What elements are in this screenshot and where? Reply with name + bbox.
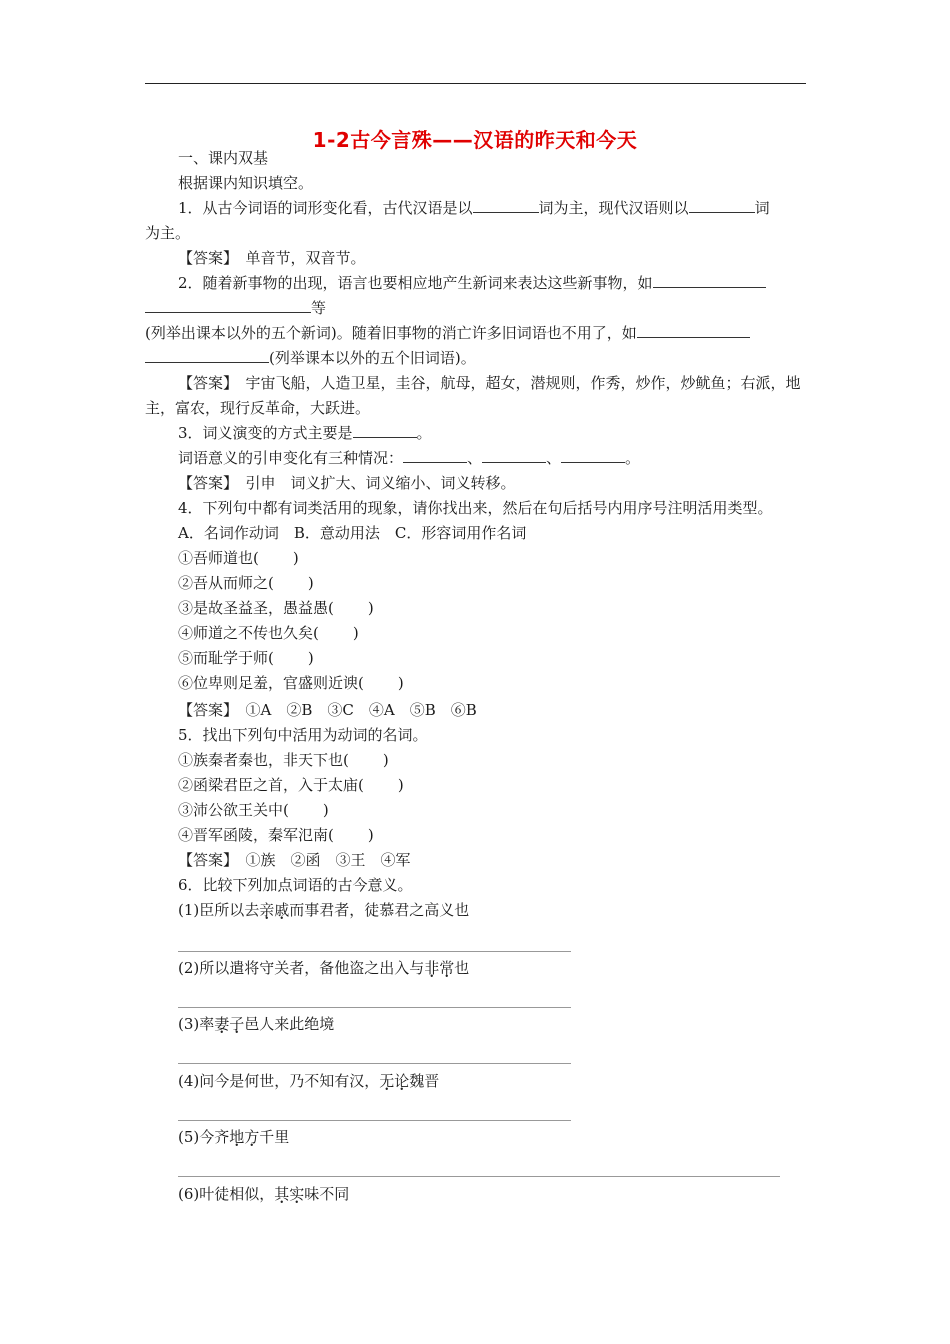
answer-4: 【答案】 ①A ②B ③C ④A ⑤B ⑥B xyxy=(178,701,477,719)
question-4-options: A．名词作动词 B．意动用法 C．形容词用作名词 xyxy=(178,524,527,542)
fill-blank[interactable] xyxy=(473,198,539,213)
dotted-char: 妻 xyxy=(214,1015,230,1033)
dotted-char: 戚 xyxy=(274,901,290,919)
question-4: 4．下列句中都有词类活用的现象，请你找出来，然后在句后括号内用序号注明活用类型。 xyxy=(178,499,773,517)
question-3: 3．词义演变的方式主要是 。 xyxy=(178,424,432,442)
dotted-char: 无 xyxy=(379,1072,395,1090)
dotted-char: 地 xyxy=(229,1128,245,1146)
dotted-char: 其 xyxy=(274,1185,290,1203)
answer-2: 【答案】 宇宙飞船，人造卫星，圭谷，航母，超女，潜规则，作秀，炒作，炒鱿鱼；右派，地 xyxy=(178,374,801,392)
dotted-char: 亲 xyxy=(259,901,275,919)
dotted-char: 非 xyxy=(424,959,440,977)
list-item: ①吾师道也( ) xyxy=(178,549,299,567)
fill-blank[interactable] xyxy=(561,448,625,463)
section-heading: 一、课内双基 xyxy=(178,149,269,167)
question-2-line3: (列举出课本以外的五个新词)。随着旧事物的消亡许多旧词语也不用了，如 xyxy=(145,323,750,343)
dotted-char: 常 xyxy=(439,959,455,977)
fill-blank[interactable] xyxy=(403,448,467,463)
dotted-char: 子 xyxy=(229,1015,245,1033)
answer-2-cont: 主，富农，现行反革命，大跃进。 xyxy=(145,399,371,417)
question-6: 6．比较下列加点词语的古今意义。 xyxy=(178,876,413,894)
list-item: ③沛公欲王关中( ) xyxy=(178,801,329,819)
sentence-3: (3)率妻子邑人来此绝境 xyxy=(178,1015,335,1033)
answer-line[interactable] xyxy=(178,1063,571,1064)
list-item: ④晋军函陵，秦军氾南( ) xyxy=(178,826,374,844)
list-item: ③是故圣益圣，愚益愚( ) xyxy=(178,599,374,617)
question-1: 1．从古今词语的词形变化看，古代汉语是以 词为主，现代汉语则以 词 xyxy=(178,199,770,217)
instruction: 根据课内知识填空。 xyxy=(178,174,314,192)
list-item: ⑥位卑则足羞，官盛则近谀( ) xyxy=(178,674,404,692)
dotted-char: 论 xyxy=(394,1072,410,1090)
sentence-1: (1)臣所以去亲戚而事君者，徒慕君之高义也 xyxy=(178,901,470,919)
question-3-line2: 词语意义的引申变化有三种情况： 、 、 。 xyxy=(178,449,641,467)
header-rule xyxy=(145,83,806,84)
page-title: 1-2古今言殊——汉语的昨天和今天 xyxy=(312,128,638,152)
answer-5: 【答案】 ①族 ②函 ③王 ④军 xyxy=(178,851,411,869)
fill-blank[interactable] xyxy=(145,348,269,363)
list-item: ①族秦者秦也，非天下也( ) xyxy=(178,751,389,769)
sentence-5: (5)今齐地方千里 xyxy=(178,1128,290,1146)
sentence-6: (6)叶徒相似，其实味不同 xyxy=(178,1185,350,1203)
question-2-line4: (列举课本以外的五个旧词语)。 xyxy=(145,348,476,368)
question-5: 5．找出下列句中活用为动词的名词。 xyxy=(178,726,428,744)
list-item: ⑤而耻学于师( ) xyxy=(178,649,314,667)
fill-blank[interactable] xyxy=(637,323,750,338)
fill-blank[interactable] xyxy=(653,273,766,288)
sentence-2: (2)所以遣将守关者，备他盗之出入与非常也 xyxy=(178,959,470,977)
answer-line[interactable] xyxy=(178,1176,780,1177)
question-2: 2．随着新事物的出现，语言也要相应地产生新词来表达这些新事物，如 xyxy=(178,273,766,293)
answer-1: 【答案】 单音节，双音节。 xyxy=(178,249,366,267)
fill-blank[interactable] xyxy=(689,198,755,213)
list-item: ②函梁君臣之首，入于太庙( ) xyxy=(178,776,404,794)
fill-blank[interactable] xyxy=(353,423,417,438)
sentence-4: (4)问今是何世，乃不知有汉，无论魏晋 xyxy=(178,1072,440,1090)
answer-line[interactable] xyxy=(178,951,571,952)
answer-line[interactable] xyxy=(178,1007,571,1008)
dotted-char: 方 xyxy=(244,1128,260,1146)
answer-line[interactable] xyxy=(178,1120,571,1121)
fill-blank[interactable] xyxy=(145,298,311,313)
question-1-cont: 为主。 xyxy=(145,224,191,242)
list-item: ②吾从而师之( ) xyxy=(178,574,314,592)
question-2-line2: 等 xyxy=(145,298,326,318)
answer-3: 【答案】 引申 词义扩大、词义缩小、词义转移。 xyxy=(178,474,516,492)
fill-blank[interactable] xyxy=(482,448,546,463)
dotted-char: 实 xyxy=(289,1185,305,1203)
list-item: ④师道之不传也久矣( ) xyxy=(178,624,359,642)
